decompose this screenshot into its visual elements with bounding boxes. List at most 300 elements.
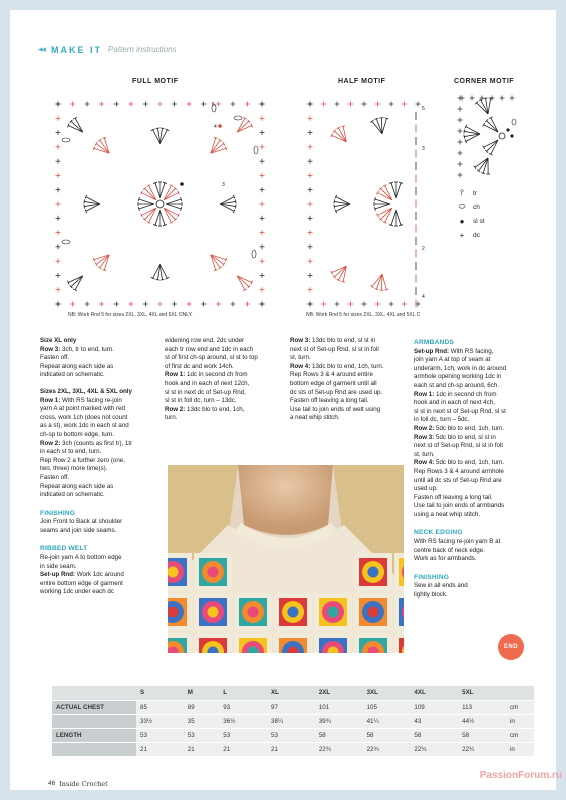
tr-icon: ⫯ — [460, 188, 464, 197]
instructions-column-4 — [414, 337, 536, 600]
dc-symbol — [85, 302, 90, 307]
dc-symbol — [416, 102, 421, 107]
instruction-text: Repeat along each side as — [40, 362, 114, 370]
instruction-text: Work as for armbands. — [414, 555, 477, 563]
dc-symbol — [114, 302, 119, 307]
dc-symbol — [70, 302, 75, 307]
dc-symbol — [56, 302, 61, 307]
instruction-text: ch-sp to bottom edge, turn. — [40, 430, 114, 438]
sl-st-symbol — [180, 182, 184, 186]
dc-symbol — [172, 302, 177, 307]
tr-cluster — [153, 182, 167, 198]
dc-symbol — [245, 102, 250, 107]
dc-symbol — [321, 302, 326, 307]
table-cell: 43 — [410, 714, 458, 728]
dc-symbol — [230, 102, 235, 107]
instruction-text: seams and join side seams. — [40, 526, 117, 534]
table-row — [52, 714, 534, 728]
row-label: Row 2: — [414, 424, 435, 432]
tr-cluster — [93, 255, 109, 271]
section-title: MAKE IT — [51, 44, 103, 55]
instruction-text: in each st to end, turn. — [40, 448, 102, 456]
round-number-label: 5 — [212, 102, 215, 108]
table-cell: 58 — [458, 728, 506, 742]
instruction-text: st, turn. — [290, 354, 311, 362]
ch-symbol — [252, 250, 256, 258]
dc-symbol — [56, 173, 61, 178]
instruction-text: Join Front to Back at shoulder — [40, 518, 123, 526]
instruction-text: 5dc blo to end, 1ch, turn. — [434, 459, 505, 467]
table-cell: 53 — [136, 728, 184, 742]
row-label: Row 2: — [165, 405, 186, 413]
dc-symbol — [362, 302, 367, 307]
size-table — [52, 686, 534, 756]
instruction-text: used up. — [414, 485, 438, 493]
instruction-text: working 1dc under each dc — [40, 588, 114, 596]
dc-symbol — [470, 96, 475, 101]
instruction-text: 1dc in second ch from — [185, 371, 248, 379]
ch-symbol — [62, 138, 70, 142]
table-cell: 89 — [184, 700, 219, 714]
instruction-text: bottom edge of garment until all — [290, 379, 377, 387]
dc-symbol — [56, 244, 61, 249]
dc-symbol — [260, 187, 265, 192]
tr-cluster — [166, 197, 182, 211]
table-cell: 44½ — [458, 714, 506, 728]
dc-symbol — [308, 302, 313, 307]
table-cell: 53 — [219, 728, 267, 742]
instruction-text: With RS facing, — [449, 347, 494, 355]
unit-header — [506, 686, 534, 700]
row-header: ACTUAL CHEST — [52, 700, 136, 714]
dc-symbol — [260, 144, 265, 149]
ch-symbol — [512, 119, 516, 125]
row-number-label: 4 — [422, 294, 425, 300]
dc-symbol — [335, 102, 340, 107]
row-label: Row 2: — [40, 439, 61, 447]
dc-symbol — [458, 107, 463, 112]
row-number-label: 5 — [422, 106, 425, 112]
tr-cluster — [84, 195, 100, 213]
table-cell: 58 — [315, 728, 363, 742]
instruction-text: turn. — [165, 414, 178, 422]
dc-symbol — [308, 216, 313, 221]
instruction-text: each tr row end and 1dc in each — [165, 345, 254, 353]
legend-item — [456, 186, 485, 200]
instruction-text: in foll dc, turn – 5dc. — [414, 416, 470, 424]
tr-cluster — [237, 276, 252, 291]
table-row — [52, 700, 534, 714]
size-header: L — [219, 686, 267, 700]
dc-symbol — [260, 244, 265, 249]
dc-symbol — [56, 202, 61, 207]
dc-symbol — [56, 102, 61, 107]
instruction-text: lightly block. — [414, 591, 448, 599]
tr-cluster — [164, 208, 179, 223]
table-cell: 22¾ — [410, 742, 458, 756]
dc-symbol — [308, 130, 313, 135]
sl-st-symbol — [510, 134, 513, 137]
instruction-text: next st of Set-up Rnd, sl st in foll — [414, 442, 503, 450]
table-cell: 21 — [136, 742, 184, 756]
instruction-text: 13dc blo to end, 1ch, turn. — [310, 362, 384, 370]
dc-symbol — [458, 162, 463, 167]
unit-cell: cm — [506, 700, 534, 714]
dc-symbol — [375, 302, 380, 307]
round-number-label: 4 — [214, 124, 217, 130]
dc-symbol — [260, 130, 265, 135]
size-header: 3XL — [363, 686, 411, 700]
instruction-text: hook and in each of next 12ch, — [165, 379, 250, 387]
tr-cluster — [164, 185, 179, 200]
row-label: Row 1: — [165, 371, 186, 379]
tr-cluster — [334, 195, 350, 213]
dc-symbol — [260, 216, 265, 221]
dc-symbol — [260, 302, 265, 307]
tr-cluster — [93, 137, 109, 153]
instruction-text: Repeat along each side as — [40, 482, 114, 490]
instructions-column-3 — [290, 337, 410, 423]
instruction-text: Work 1dc around — [75, 571, 124, 579]
table-cell: 109 — [410, 700, 458, 714]
corner-motif-title: CORNER MOTIF — [454, 78, 515, 85]
table-cell: 21 — [267, 742, 315, 756]
instruction-text: centre back of neck edge. — [414, 546, 485, 554]
section-header — [38, 44, 177, 55]
instruction-text: indicated on schematic. — [40, 371, 105, 379]
half-motif-note: NB: Work Rnd 5 for sizes 2XL, 3XL, 4XL and 5XL C — [306, 312, 421, 318]
tr-cluster — [389, 210, 403, 226]
size-header: M — [184, 686, 219, 700]
instruction-text: join yarn A at top of seam at — [414, 356, 491, 364]
dc-symbol — [56, 144, 61, 149]
dc-symbol — [260, 116, 265, 121]
legend-label: tr — [473, 189, 477, 197]
legend-label: ch — [473, 203, 480, 211]
dc-symbol — [348, 302, 353, 307]
instruction-text: Rep Row 2 a further zero (one, — [40, 456, 125, 464]
sl-st-icon: ● — [459, 216, 465, 226]
row-label: Row 4: — [290, 362, 311, 370]
instruction-text: hook and in each of next 4ch, — [414, 399, 495, 407]
tr-cluster — [377, 185, 392, 200]
instruction-text: armhole opening working 1dc in — [414, 373, 502, 381]
row-label: Row 3: — [40, 345, 61, 353]
instruction-text: Re-join yarn A to bottom edge — [40, 554, 122, 562]
dc-symbol — [128, 302, 133, 307]
full-motif-title: FULL MOTIF — [132, 78, 179, 85]
tr-cluster — [138, 197, 154, 211]
dc-symbol — [158, 102, 163, 107]
row-number-label: 3 — [422, 146, 425, 152]
dc-symbol — [56, 287, 61, 292]
unit-cell: cm — [506, 728, 534, 742]
tr-cluster — [483, 140, 498, 155]
instruction-text: Rep Rows 3 & 4 around armhole — [414, 467, 504, 475]
dc-symbol — [99, 302, 104, 307]
instruction-text: 5dc blo to end, 1ch, turn. — [434, 424, 505, 432]
instruction-text: sl st in next st of Set-up Rnd, sl st — [414, 407, 506, 415]
instruction-text: sl st in next dc of Set-up Rnd, — [165, 388, 246, 396]
row-label: Row 3: — [290, 337, 311, 344]
row-label: Row 3: — [414, 433, 435, 441]
instruction-text: as a st), work 1dc in each st and — [40, 422, 129, 430]
dc-symbol — [362, 102, 367, 107]
instruction-text: a neat whip stitch. — [290, 414, 340, 422]
tr-cluster — [67, 276, 82, 291]
dc-symbol — [389, 302, 394, 307]
full-motif-diagram — [44, 94, 276, 316]
dc-symbol — [230, 302, 235, 307]
granny-square-vest-photo — [168, 465, 404, 653]
row-label: Set-up Rnd: — [414, 347, 450, 355]
table-cell: 97 — [267, 700, 315, 714]
table-cell: 53 — [267, 728, 315, 742]
instruction-text: With RS facing re-join yarn B at — [414, 538, 501, 546]
instruction-text: entire bottom edge of garment — [40, 579, 123, 587]
dc-symbol — [335, 302, 340, 307]
instruction-text: until all dc sts of Set-up Rnd are — [414, 476, 502, 484]
dc-symbol — [260, 159, 265, 164]
dc-symbol — [402, 302, 407, 307]
instruction-text: indicated on schematic. — [40, 491, 105, 499]
table-cell: 38¼ — [267, 714, 315, 728]
tr-cluster — [153, 210, 167, 226]
dc-symbol — [260, 259, 265, 264]
dc-symbol — [458, 129, 463, 134]
tr-cluster — [474, 158, 490, 174]
page-footer — [48, 780, 108, 788]
tr-cluster — [370, 118, 388, 134]
table-cell: 113 — [458, 700, 506, 714]
size-header: 2XL — [315, 686, 363, 700]
dc-symbol — [56, 259, 61, 264]
tr-cluster — [220, 195, 236, 213]
instruction-text: underarm, 1ch, work in dc around — [414, 364, 507, 372]
magazine-name: Inside Crochet — [59, 780, 108, 788]
dc-symbol — [308, 244, 313, 249]
tr-cluster — [374, 197, 390, 211]
tr-cluster — [141, 208, 156, 223]
row-label: Row 1: — [40, 396, 61, 404]
instruction-text: yarn A at point marked with red — [40, 405, 125, 413]
dc-symbol — [260, 287, 265, 292]
row-header — [52, 742, 136, 756]
dc-symbol — [510, 96, 515, 101]
armbands-heading: ARMBANDS — [414, 339, 455, 346]
instruction-text: Use tail to join ends of welt using — [290, 405, 381, 413]
ch-icon: ⬭ — [458, 202, 466, 211]
dc-symbol — [375, 102, 380, 107]
dc-symbol — [56, 159, 61, 164]
instructions-column-2 — [165, 337, 287, 423]
table-cell: 105 — [363, 700, 411, 714]
dc-symbol — [308, 102, 313, 107]
ch-symbol — [62, 240, 70, 244]
tr-cluster — [475, 98, 492, 114]
dc-symbol — [260, 202, 265, 207]
dc-symbol — [308, 187, 313, 192]
table-cell: 36½ — [219, 714, 267, 728]
instruction-text: widening row end, 2dc under — [165, 337, 245, 344]
legend-item — [456, 214, 485, 228]
tr-cluster — [211, 255, 227, 271]
tr-cluster — [67, 117, 82, 132]
dc-symbol — [201, 302, 206, 307]
table-row — [52, 742, 534, 756]
size-header: 4XL — [410, 686, 458, 700]
table-cell: 21 — [184, 742, 219, 756]
corner-motif-diagram — [456, 92, 522, 184]
instruction-text: two, three) more time(s). — [40, 465, 108, 473]
page-number: 46 — [48, 780, 56, 787]
table-row — [52, 728, 534, 742]
dc-symbol — [308, 230, 313, 235]
ribbed-welt-heading: RIBBED WELT — [40, 545, 88, 553]
tr-cluster — [370, 274, 388, 290]
dc-symbol — [56, 130, 61, 135]
ch-symbol — [254, 146, 258, 154]
dc-symbol — [99, 102, 104, 107]
instruction-text: 3ch (counts as first tr), 1tr — [60, 439, 133, 447]
section-subtitle: Pattern instructions — [108, 45, 177, 54]
instruction-text: st of first ch-sp around, sl st to top — [165, 354, 258, 362]
tr-cluster — [141, 185, 156, 200]
row-header: LENGTH — [52, 728, 136, 742]
instruction-text: Use tail to join ends of armbands — [414, 502, 505, 510]
dc-symbol — [158, 302, 163, 307]
dc-symbol — [458, 118, 463, 123]
dc-symbol — [308, 259, 313, 264]
instructions-column-1 — [40, 337, 162, 597]
legend-item — [456, 200, 485, 214]
tr-cluster — [377, 208, 392, 223]
instruction-text: next st of Set-up Rnd, sl st in foll — [290, 345, 379, 353]
legend-label: dc — [473, 231, 480, 239]
finishing-heading: FINISHING — [40, 509, 76, 517]
instruction-text: dc sts of Set-up Rnd are used up. — [290, 388, 383, 396]
tr-cluster — [237, 117, 252, 132]
table-cell: 58 — [363, 728, 411, 742]
dc-symbol — [308, 144, 313, 149]
dc-symbol — [308, 173, 313, 178]
sizes-heading: Sizes 2XL, 3XL, 4XL & 5XL only — [40, 387, 132, 395]
row-label: Row 1: — [414, 390, 435, 398]
instruction-text: 3ch, tr to end, turn. — [60, 345, 114, 353]
size-header: 5XL — [458, 686, 506, 700]
table-cell: 22¾ — [458, 742, 506, 756]
instruction-text: cross, work 1ch (does not count — [40, 413, 128, 421]
half-motif-title: HALF MOTIF — [338, 78, 386, 85]
dc-symbol — [389, 102, 394, 107]
sl-st-symbol — [218, 124, 222, 128]
magic-ring — [499, 133, 505, 139]
ch-symbol — [234, 116, 242, 120]
table-cell: 22¾ — [363, 742, 411, 756]
dc-symbol — [187, 102, 192, 107]
table-cell: 53 — [184, 728, 219, 742]
row-label: Row 4: — [414, 459, 435, 467]
end-badge: END — [498, 634, 524, 660]
instruction-text: sl st in foll dc, turn – 13dc. — [165, 397, 237, 405]
tr-cluster — [211, 137, 227, 153]
double-arrow-icon: ◂◂ — [38, 44, 46, 54]
size-xl-heading: Size XL only — [40, 337, 77, 344]
instruction-text: Sew in all ends and — [414, 582, 468, 590]
instruction-text: Rep Rows 3 & 4 around entire — [290, 371, 373, 379]
round-number-label: 3 — [222, 182, 225, 188]
instruction-text: of first dc and work 14ch. — [165, 362, 234, 370]
table-cell: 85 — [136, 700, 184, 714]
neck-edging-heading: NECK EDGING — [414, 529, 463, 537]
table-cell: 35 — [184, 714, 219, 728]
tr-cluster — [151, 128, 169, 144]
instruction-text: Fasten off leaving a long tail. — [414, 493, 493, 501]
dc-symbol — [201, 102, 206, 107]
dc-symbol — [321, 102, 326, 107]
table-cell: 101 — [315, 700, 363, 714]
unit-cell: in — [506, 714, 534, 728]
dc-symbol — [308, 159, 313, 164]
instruction-text: 1dc in second ch from — [434, 390, 497, 398]
unit-cell: in — [506, 742, 534, 756]
row-number-label: 2 — [422, 246, 425, 252]
dc-symbol — [128, 102, 133, 107]
dc-symbol — [260, 102, 265, 107]
dc-icon: + — [459, 230, 465, 240]
finishing-heading-2: FINISHING — [414, 573, 450, 581]
dc-symbol — [500, 96, 505, 101]
dc-symbol — [56, 273, 61, 278]
instruction-text: Fasten off leaving a long tail. — [290, 397, 369, 405]
dc-symbol — [308, 202, 313, 207]
instruction-text: Fasten off. — [40, 473, 70, 481]
dc-symbol — [56, 187, 61, 192]
size-header: XL — [267, 686, 315, 700]
dc-symbol — [56, 230, 61, 235]
instruction-text: 13dc blo to end, sl st in — [310, 337, 376, 344]
table-cell: 41¼ — [363, 714, 411, 728]
instruction-text: using a neat whip stitch. — [414, 510, 481, 518]
dc-symbol — [216, 102, 221, 107]
dc-symbol — [85, 102, 90, 107]
table-cell: 39¾ — [315, 714, 363, 728]
size-table-header — [52, 686, 534, 700]
row-header — [52, 714, 136, 728]
table-cell: 22¾ — [315, 742, 363, 756]
table-cell: 93 — [219, 700, 267, 714]
table-cell: 33½ — [136, 714, 184, 728]
dc-symbol — [70, 102, 75, 107]
table-cell: 58 — [410, 728, 458, 742]
dc-symbol — [260, 230, 265, 235]
dc-symbol — [260, 273, 265, 278]
instruction-text: 13dc blo to end, 1ch, — [185, 405, 245, 413]
dc-symbol — [458, 140, 463, 145]
instruction-text: 5dc blo to end, sl st in — [434, 433, 496, 441]
magazine-page — [10, 10, 556, 790]
instruction-text: each st and ch-sp around, 6ch. — [414, 381, 499, 389]
instruction-text: in side seam. — [40, 562, 77, 570]
half-motif-diagram — [300, 94, 430, 316]
instruction-text: Fasten off. — [40, 354, 70, 362]
tr-cluster — [389, 182, 403, 198]
tr-cluster — [464, 125, 480, 143]
size-header: S — [136, 686, 184, 700]
dc-symbol — [458, 151, 463, 156]
row-label: Set-up Rnd: — [40, 571, 76, 579]
full-motif-note: NB: Work Rnd 5 for sizes 2XL, 3XL, 4XL and 5XL ONLY. — [68, 312, 193, 318]
